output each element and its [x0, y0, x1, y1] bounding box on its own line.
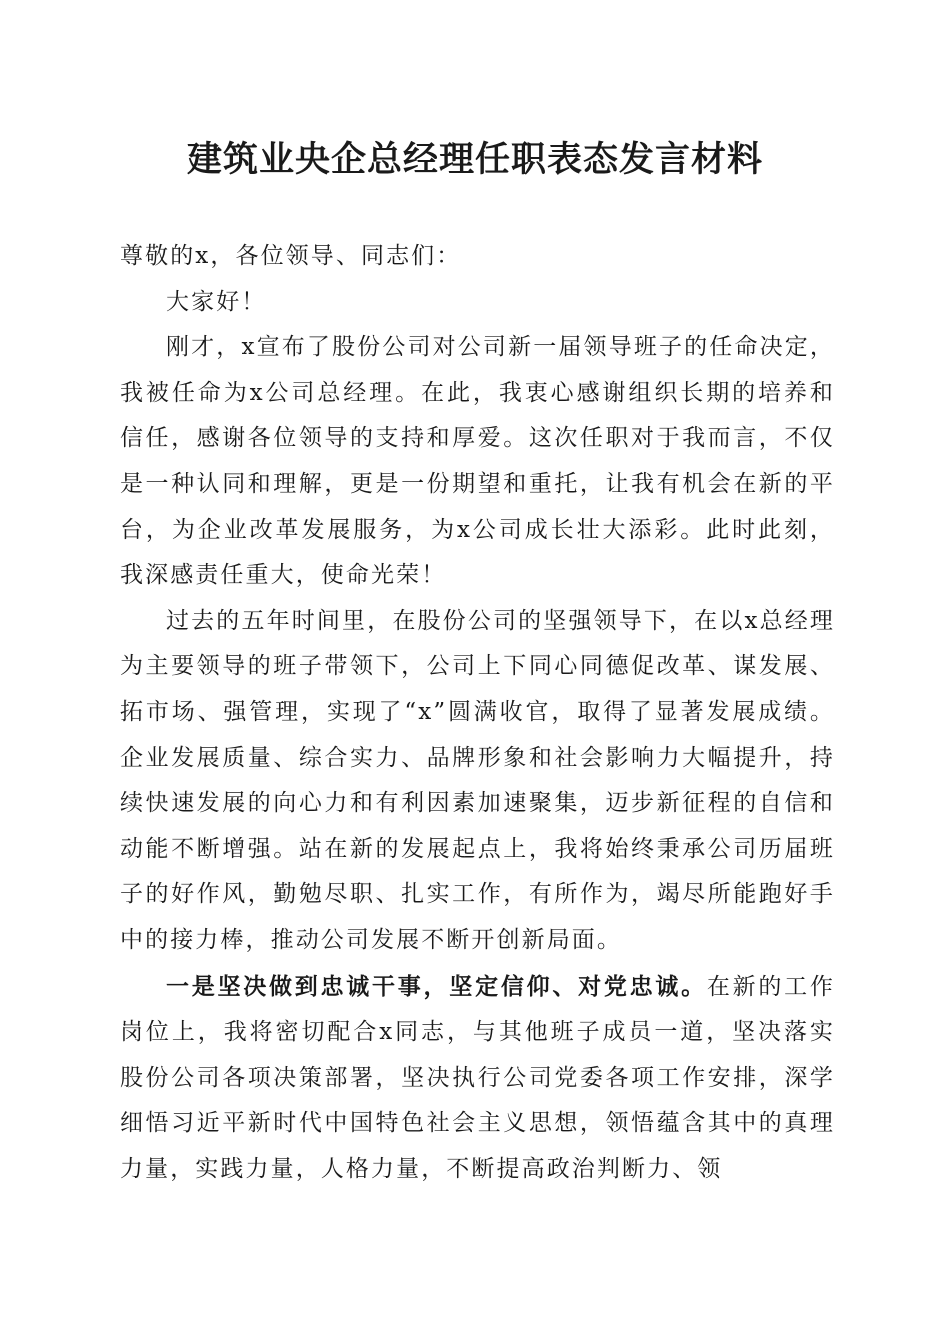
document-title: 建筑业央企总经理任职表态发言材料	[186, 139, 763, 180]
paragraph-text: 在新的工作岗位上，我将密切配合x同志，与其他班子成员一道，坚决落实股份公司各项决策部署，坚决执行公司党委各项工作安排，深学细悟习近平新时代中国特色社会主义思想，领悟蕴含其中的真理力量，实践力量，人格力量，不断提高政治判断力、领	[120, 973, 835, 1182]
greeting: 大家好！	[166, 288, 267, 315]
paragraph-loyalty	[120, 964, 835, 1193]
paragraph-lead: 一是坚决做到忠诚干事，坚定信仰、对党忠诚。	[166, 972, 707, 1000]
paragraph-appointment	[120, 325, 835, 599]
document-body	[120, 234, 835, 1192]
paragraph-text: 刚才，x宣布了股份公司对公司新一届领导班子的任命决定，我被任命为x公司总经理。在此，我衷心感谢组织长期的培养和信任，感谢各位领导的支持和厚爱。这次任职对于我而言，不仅是一种认同和理解，更是一份期望和重托，让我有机会在新的平台，为企业改革发展服务，为x公司成长壮大添彩。此时此刻，我深感责任重大，使命光荣！	[120, 334, 835, 589]
salutation: 尊敬的x，各位领导、同志们：	[120, 243, 462, 269]
paragraph-text: 过去的五年时间里，在股份公司的坚强领导下，在以x总经理为主要领导的班子带领下，公司上下同心同德促改革、谋发展、拓市场、强管理，实现了“x”圆满收官，取得了显著发展成绩。企业发展质量、综合实力、品牌形象和社会影响力大幅提升，持续快速发展的向心力和有利因素加速聚集，迈步新征程的自信和动能不断增强。站在新的发展起点上，我将始终秉承公司历届班子的好作风，勤勉尽职、扎实工作，有所作为，竭尽所能跑好手中的接力棒，推动公司发展不断开创新局面。	[120, 607, 835, 953]
paragraph-past-five-years	[120, 599, 835, 964]
